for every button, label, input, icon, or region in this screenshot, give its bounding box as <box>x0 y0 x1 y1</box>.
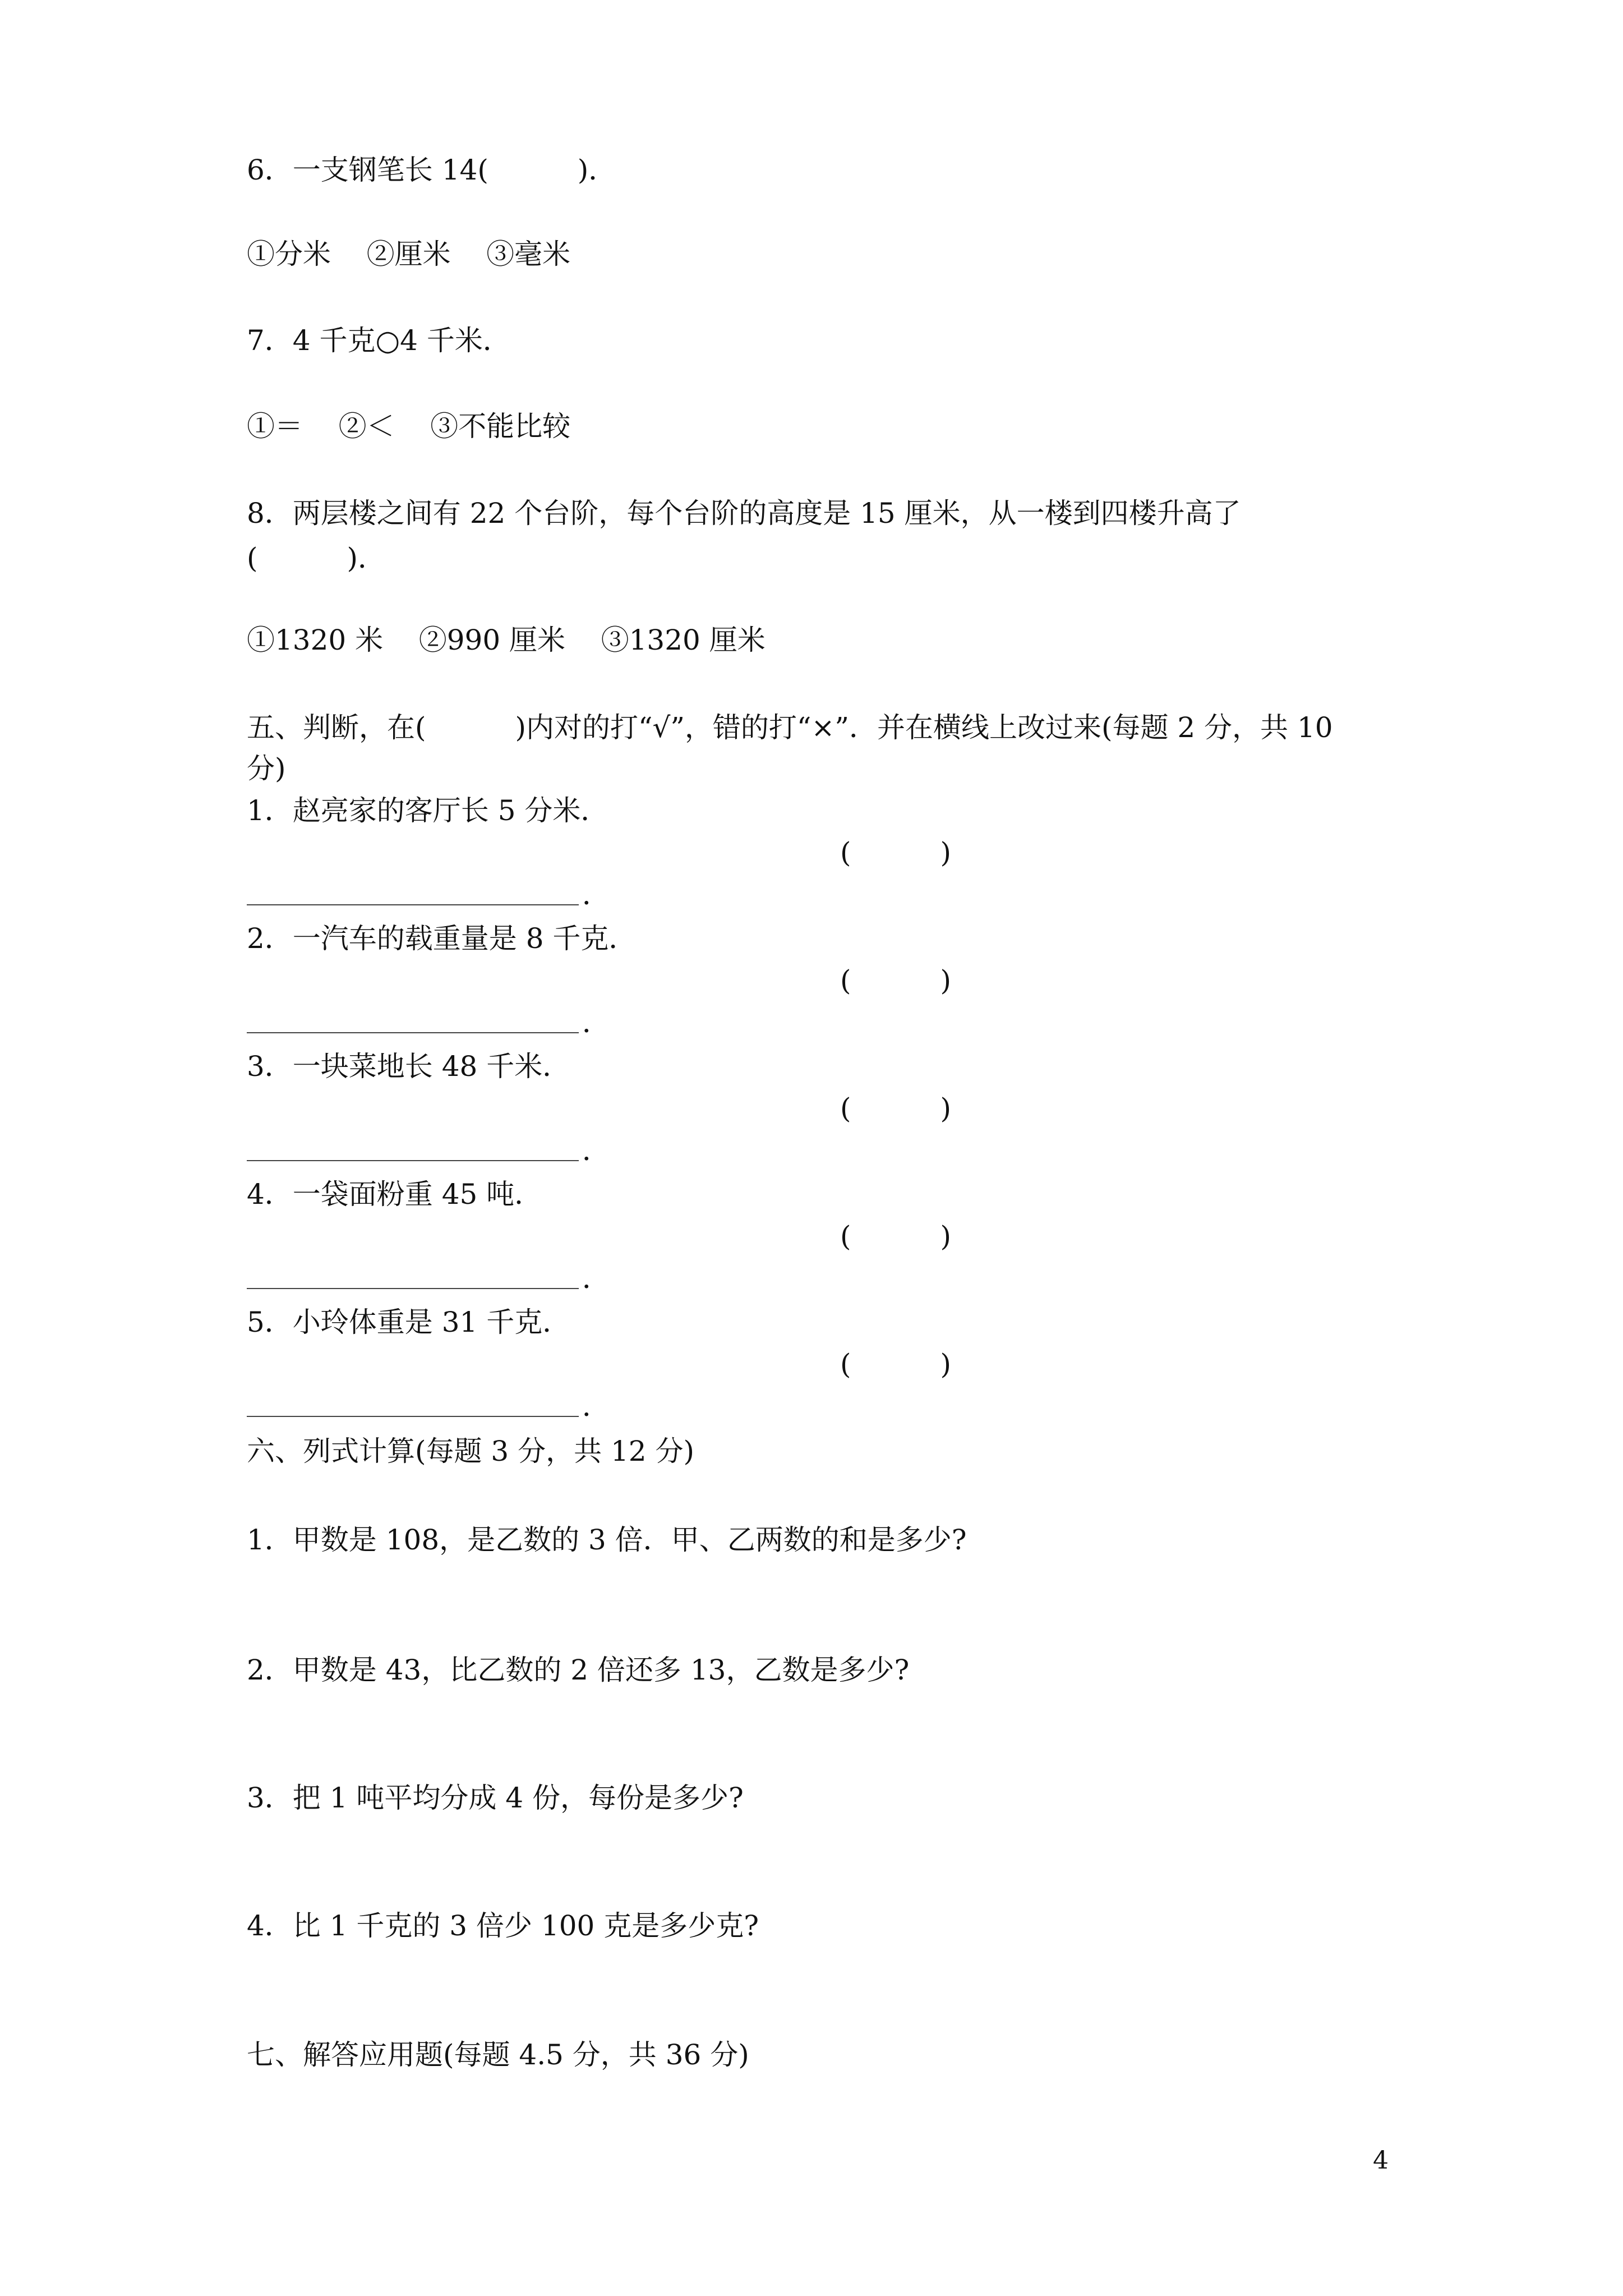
underline <box>247 1160 579 1161</box>
judge-item-1-answer-paren[interactable]: ( ) <box>840 836 951 869</box>
calc-item-1: 1．甲数是 108，是乙数的 3 倍．甲、乙两数的和是多少? <box>247 1524 967 1556</box>
underline <box>247 1288 579 1289</box>
question-8-text-line1: 8．两层楼之间有 22 个台阶，每个台阶的高度是 15 厘米，从一楼到四楼升高了 <box>247 497 1241 530</box>
judge-item-4-answer-paren[interactable]: ( ) <box>840 1220 951 1253</box>
judge-item-3-answer-paren[interactable]: ( ) <box>840 1092 951 1125</box>
judge-item-4-correction-line[interactable] <box>247 1259 610 1298</box>
line-end-period: ． <box>582 1390 610 1423</box>
judge-item-5: 5．小玲体重是 31 千克． <box>247 1306 571 1338</box>
underline <box>247 904 579 905</box>
page-number: 4 <box>1373 2146 1389 2175</box>
judge-item-1: 1．赵亮家的客厅长 5 分米． <box>247 794 609 827</box>
calc-item-2: 2．甲数是 43，比乙数的 2 倍还多 13，乙数是多少? <box>247 1654 910 1686</box>
judge-item-2-answer-paren[interactable]: ( ) <box>840 964 951 997</box>
judge-item-1-correction-line[interactable] <box>247 875 610 914</box>
question-7-text: 7．4 千克○4 千米． <box>247 324 511 357</box>
judge-item-2: 2．一汽车的载重量是 8 千克． <box>247 922 637 955</box>
judge-item-5-answer-paren[interactable]: ( ) <box>840 1348 951 1381</box>
underline <box>247 1032 579 1033</box>
line-end-period: ． <box>582 1134 610 1167</box>
section-6-heading: 六、列式计算(每题 3 分，共 12 分) <box>247 1435 695 1467</box>
line-end-period: ． <box>582 1006 610 1039</box>
line-end-period: ． <box>582 1262 610 1295</box>
judge-item-5-correction-line[interactable] <box>247 1387 610 1426</box>
section-7-heading: 七、解答应用题(每题 4.5 分，共 36 分) <box>247 2039 749 2071</box>
question-6-options: ①分米 ②厘米 ③毫米 <box>247 238 571 270</box>
question-6-text: 6．一支钢笔长 14( )． <box>247 154 617 186</box>
question-7-options: ①＝ ②＜ ③不能比较 <box>247 410 571 443</box>
section-5-heading-line2: 分) <box>247 752 286 785</box>
judge-item-3: 3．一块菜地长 48 千米． <box>247 1050 571 1083</box>
judge-item-3-correction-line[interactable] <box>247 1131 610 1170</box>
question-8-text-line2: ( )． <box>247 542 386 574</box>
calc-item-4: 4．比 1 千克的 3 倍少 100 克是多少克? <box>247 1910 759 1942</box>
calc-item-3: 3．把 1 吨平均分成 4 份，每份是多少? <box>247 1782 744 1814</box>
underline <box>247 1416 579 1417</box>
line-end-period: ． <box>582 878 610 911</box>
judge-item-2-correction-line[interactable] <box>247 1003 610 1042</box>
judge-item-4: 4．一袋面粉重 45 吨． <box>247 1178 543 1211</box>
section-5-heading-line1: 五、判断，在( )内对的打“√”，错的打“×”．并在横线上改过来(每题 2 分，共 10 <box>247 711 1333 744</box>
question-8-options: ①1320 米 ②990 厘米 ③1320 厘米 <box>247 624 766 656</box>
